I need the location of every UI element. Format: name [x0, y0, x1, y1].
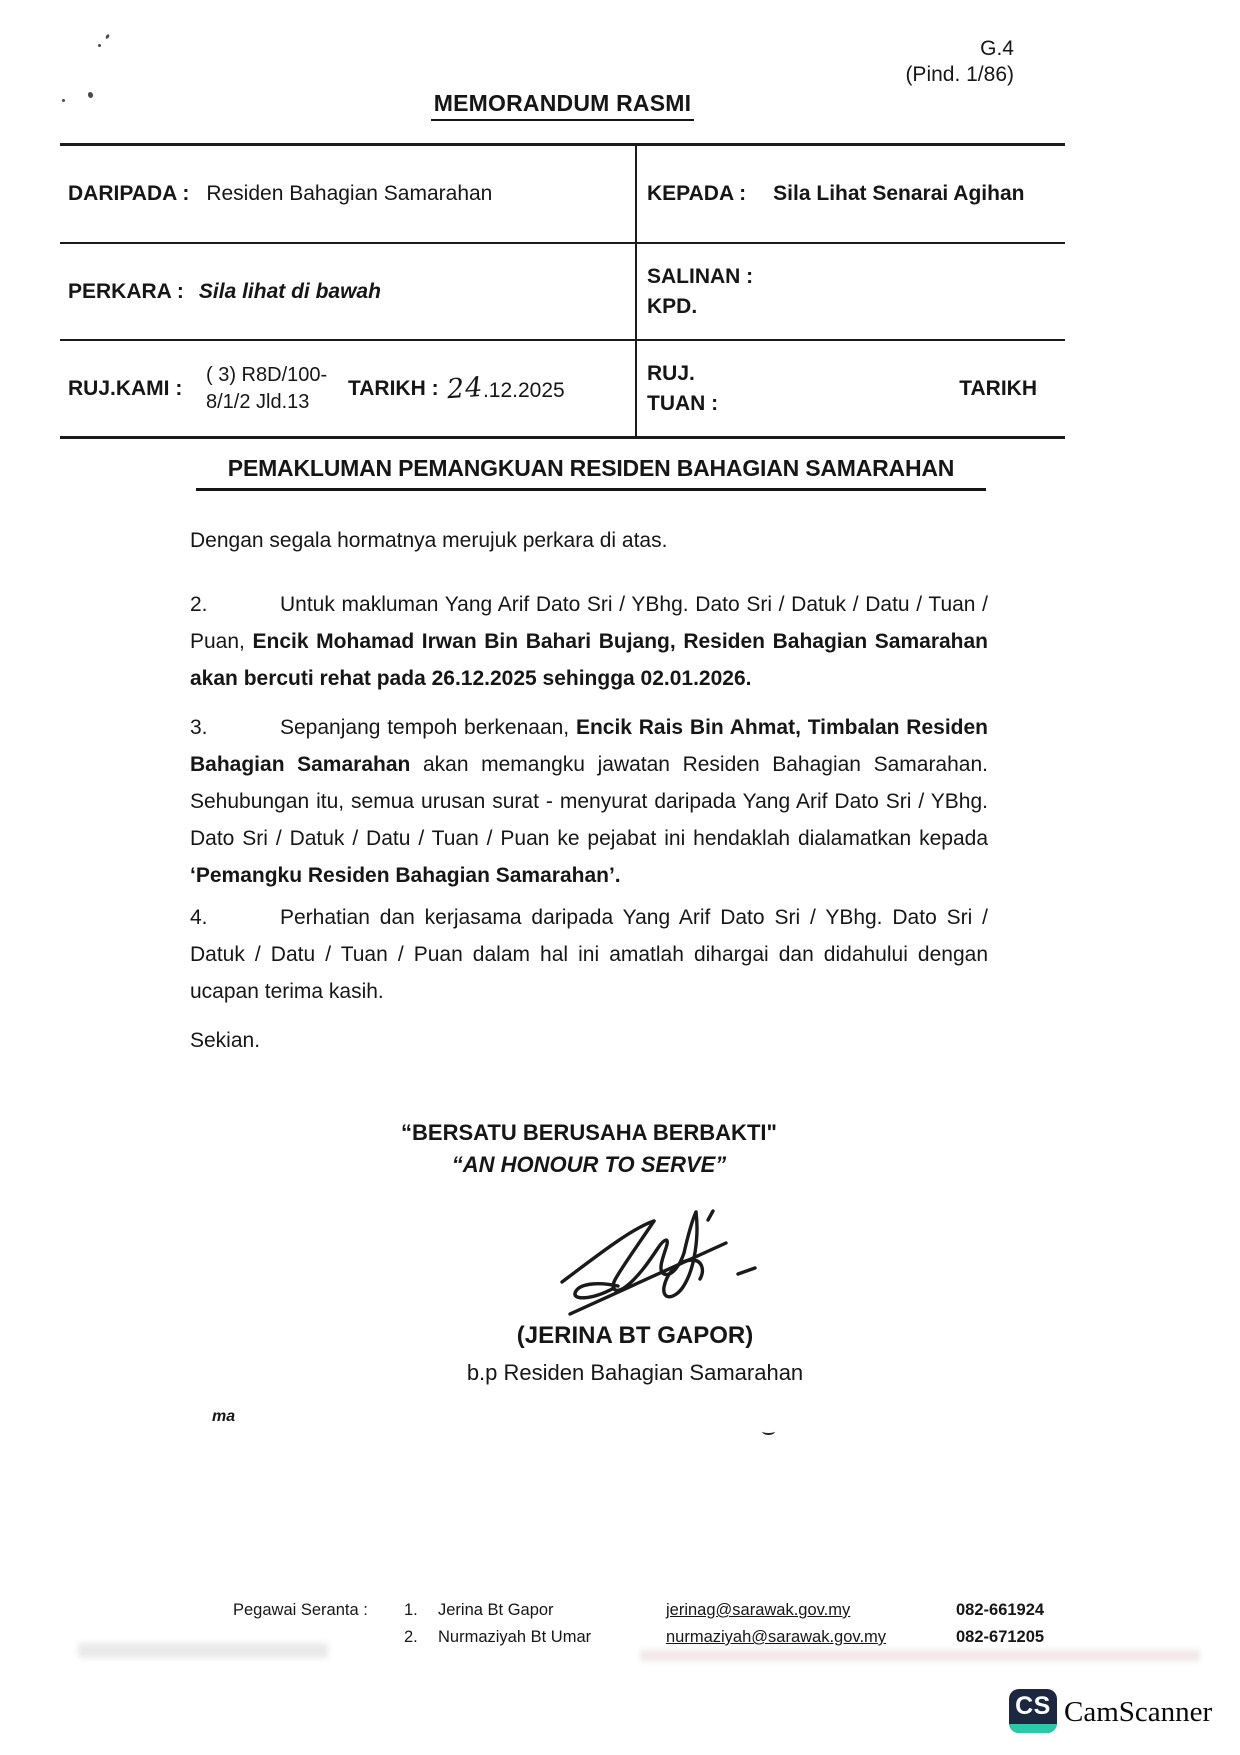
motto-line-1: “BERSATU BERUSAHA BERBAKTI"	[401, 1120, 777, 1145]
motto-line-2: “AN HONOUR TO SERVE”	[451, 1152, 727, 1177]
camscanner-initials: CS	[1015, 1692, 1051, 1720]
signatory-behalf: b.p Residen Bahagian Samarahan	[466, 1360, 804, 1385]
tarikh-date	[447, 373, 565, 404]
form-code-block	[905, 36, 1014, 88]
contact-name: Nurmaziyah Bt Umar	[438, 1628, 592, 1646]
contact-email: jerinag@sarawak.gov.my	[666, 1601, 851, 1619]
paragraph-3-text-2: akan memangku jawatan Residen Bahagian Samarahan. Sehubungan itu, semua urusan surat - menyurat daripada Yang Arif Dato Sri / YBhg. Dato Sri / Datuk / Datu / Tuan / Puan ke pejabat ini hendaklah dialamatkan kepada	[190, 753, 988, 850]
kepada-cell	[635, 146, 1065, 244]
kepada-label: KEPADA :	[647, 182, 747, 205]
paragraph-number: 4.	[190, 906, 208, 929]
paragraph-2-bold: Encik Mohamad Irwan Bin Bahari Bujang, Residen Bahagian Samarahan akan bercuti rehat pada 26.12.2025 sehingga 02.01.2026.	[190, 630, 988, 690]
daripada-label: DARIPADA :	[68, 182, 190, 205]
perkara-cell	[60, 244, 635, 341]
paragraph-4-text: Perhatian dan kerjasama daripada Yang Arif Dato Sri / YBhg. Dato Sri / Datuk / Datu / Tuan / Puan dalam hal ini amatlah dihargai dan didahului dengan ucapan terima kasih.	[190, 906, 988, 1003]
memo-title-wrap	[60, 90, 1065, 121]
ruj-tuan-label-line1: RUJ.	[647, 361, 695, 385]
paragraph-number: 2.	[190, 593, 208, 616]
paragraph-3-bold-2: ‘Pemangku Residen Bahagian Samarahan’.	[190, 864, 621, 887]
contact-name: Jerina Bt Gapor	[438, 1601, 554, 1619]
signature-ink	[552, 1208, 764, 1328]
contact-number: 2.	[404, 1628, 418, 1646]
camscanner-icon	[1009, 1689, 1057, 1733]
contact-phone: 082-661924	[956, 1601, 1045, 1619]
salinan-label: SALINAN :	[647, 264, 754, 288]
memo-title: MEMORANDUM RASMI	[431, 90, 694, 121]
form-code: G.4	[980, 37, 1014, 60]
salinan-kpd: KPD.	[647, 294, 698, 318]
footer-label: Pegawai Seranta :	[233, 1601, 368, 1619]
ruj-kami-ref	[206, 362, 348, 416]
subject-heading: PEMAKLUMAN PEMANGKUAN RESIDEN BAHAGIAN SAMARAHAN	[196, 455, 986, 491]
tarikh-date-handwritten: 24	[445, 371, 484, 406]
ruj-tuan-label-line2: TUAN :	[647, 391, 719, 415]
ruj-kami-ref-line1: ( 3) R8D/100-	[206, 363, 328, 386]
contact-number: 1.	[404, 1601, 418, 1619]
tarikh-right-label: TARIKH	[959, 376, 1037, 400]
scan-smudge	[640, 1650, 1200, 1661]
scan-smudge	[78, 1643, 328, 1658]
scan-artifact	[105, 34, 110, 40]
motto	[190, 1117, 988, 1181]
signatory-name: (JERINA BT GAPOR)	[516, 1322, 754, 1349]
memo-header-table	[60, 143, 1065, 439]
daripada-cell	[60, 146, 635, 244]
contact-phone: 082-671205	[956, 1628, 1045, 1646]
scan-artifact	[98, 44, 101, 47]
contact-email: nurmaziyah@sarawak.gov.my	[666, 1628, 887, 1646]
kepada-value: Sila Lihat Senarai Agihan	[773, 182, 1025, 205]
ruj-kami-ref-line2: 8/1/2 Jld.13	[206, 390, 310, 413]
tarikh-date-printed: .12.2025	[482, 379, 565, 402]
typist-initials: ma	[212, 1408, 236, 1425]
perkara-label: PERKARA :	[68, 279, 184, 303]
perkara-value: Sila lihat di bawah	[198, 279, 381, 303]
camscanner-wordmark: CamScanner	[1064, 1696, 1213, 1728]
subject-heading-wrap	[196, 455, 986, 491]
paragraph-3-text-1: Sepanjang tempoh berkenaan,	[280, 716, 576, 739]
ruj-kami-cell	[60, 341, 635, 436]
paragraph-4	[190, 899, 988, 1010]
paragraph-3	[190, 709, 988, 894]
paragraph-2-text: Untuk makluman Yang Arif Dato Sri / YBhg. Dato Sri / Datuk / Datu / Tuan / Puan,	[190, 593, 988, 653]
paragraph-1: Dengan segala hormatnya merujuk perkara di atas.	[190, 529, 668, 552]
pen-mark	[762, 1428, 775, 1435]
ruj-kami-label: RUJ.KAMI :	[68, 376, 183, 400]
closing-line: Sekian.	[190, 1029, 261, 1052]
salinan-cell	[635, 244, 1065, 341]
paragraph-3-bold-1: Encik Rais Bin Ahmat, Timbalan Residen Bahagian Samarahan	[190, 716, 988, 776]
camscanner-icon-teal-strip	[1009, 1724, 1057, 1733]
ruj-tuan-cell	[635, 341, 1065, 436]
form-revision: (Pind. 1/86)	[905, 63, 1014, 86]
tarikh-label: TARIKH :	[348, 376, 439, 400]
paragraph-number: 3.	[190, 716, 208, 739]
daripada-value: Residen Bahagian Samarahan	[206, 182, 493, 205]
paragraph-2	[190, 586, 988, 697]
